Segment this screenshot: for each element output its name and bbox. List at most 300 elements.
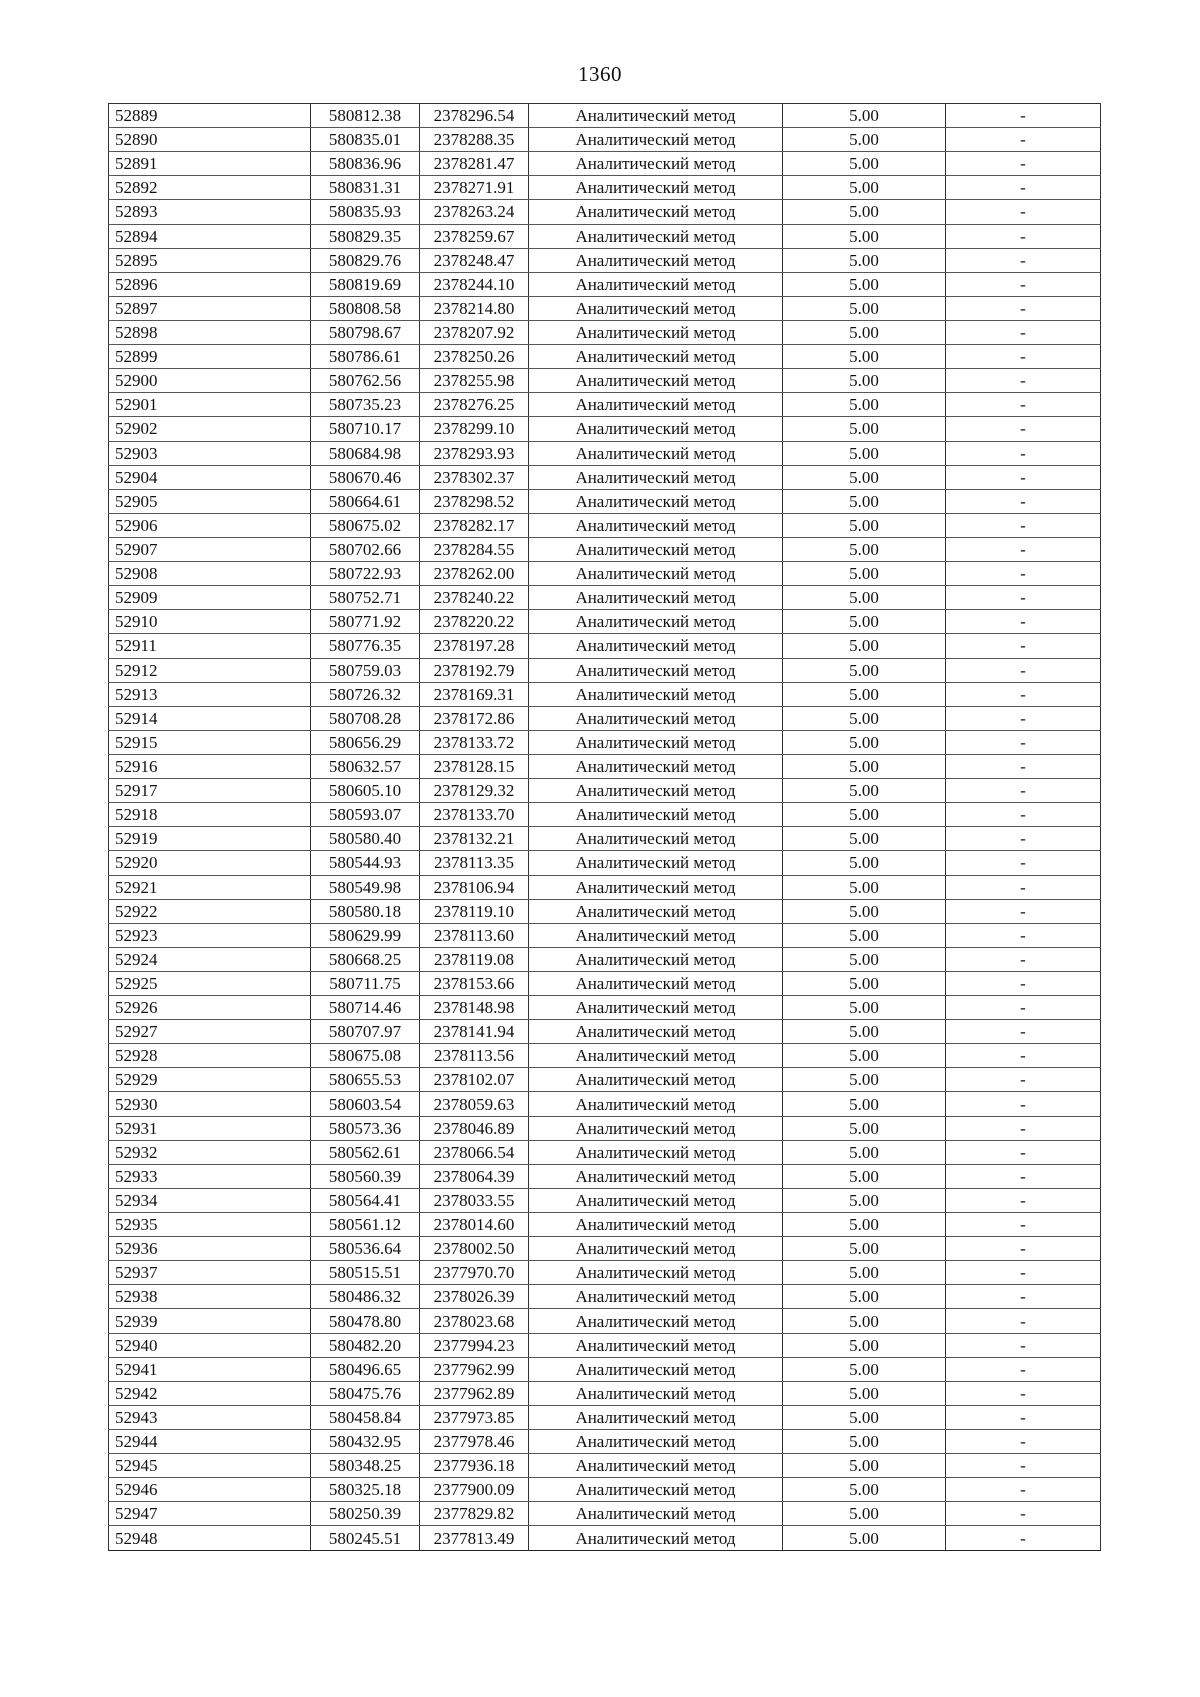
table-row xyxy=(109,706,1101,730)
table-row xyxy=(109,104,1101,128)
table-row xyxy=(109,489,1101,513)
method-cell: Аналитический метод xyxy=(529,248,783,272)
accuracy-cell: 5.00 xyxy=(783,1020,946,1044)
y-coordinate-cell: 2378276.25 xyxy=(420,393,529,417)
x-coordinate-cell: 580808.58 xyxy=(311,296,420,320)
x-coordinate-cell: 580836.96 xyxy=(311,152,420,176)
y-coordinate-cell: 2378298.52 xyxy=(420,489,529,513)
x-coordinate-cell: 580432.95 xyxy=(311,1430,420,1454)
method-cell: Аналитический метод xyxy=(529,393,783,417)
table-row xyxy=(109,128,1101,152)
y-coordinate-cell: 2378133.72 xyxy=(420,730,529,754)
y-coordinate-cell: 2378113.60 xyxy=(420,923,529,947)
point-number-cell: 52912 xyxy=(109,658,311,682)
table-row xyxy=(109,224,1101,248)
method-cell: Аналитический метод xyxy=(529,417,783,441)
point-number-cell: 52926 xyxy=(109,996,311,1020)
accuracy-cell: 5.00 xyxy=(783,1381,946,1405)
y-coordinate-cell: 2378064.39 xyxy=(420,1164,529,1188)
accuracy-cell: 5.00 xyxy=(783,248,946,272)
y-coordinate-cell: 2378119.08 xyxy=(420,947,529,971)
point-number-cell: 52929 xyxy=(109,1068,311,1092)
x-coordinate-cell: 580458.84 xyxy=(311,1405,420,1429)
x-coordinate-cell: 580655.53 xyxy=(311,1068,420,1092)
x-coordinate-cell: 580668.25 xyxy=(311,947,420,971)
y-coordinate-cell: 2378296.54 xyxy=(420,104,529,128)
point-number-cell: 52942 xyxy=(109,1381,311,1405)
point-number-cell: 52935 xyxy=(109,1213,311,1237)
x-coordinate-cell: 580325.18 xyxy=(311,1478,420,1502)
x-coordinate-cell: 580573.36 xyxy=(311,1116,420,1140)
y-coordinate-cell: 2377962.89 xyxy=(420,1381,529,1405)
x-coordinate-cell: 580656.29 xyxy=(311,730,420,754)
table-row xyxy=(109,465,1101,489)
y-coordinate-cell: 2378046.89 xyxy=(420,1116,529,1140)
y-coordinate-cell: 2377973.85 xyxy=(420,1405,529,1429)
point-number-cell: 52946 xyxy=(109,1478,311,1502)
method-cell: Аналитический метод xyxy=(529,1285,783,1309)
method-cell: Аналитический метод xyxy=(529,658,783,682)
table-row xyxy=(109,1068,1101,1092)
note-cell: - xyxy=(946,1502,1101,1526)
y-coordinate-cell: 2378192.79 xyxy=(420,658,529,682)
x-coordinate-cell: 580245.51 xyxy=(311,1526,420,1550)
point-number-cell: 52899 xyxy=(109,345,311,369)
accuracy-cell: 5.00 xyxy=(783,1237,946,1261)
note-cell: - xyxy=(946,272,1101,296)
method-cell: Аналитический метод xyxy=(529,176,783,200)
table-row xyxy=(109,1020,1101,1044)
method-cell: Аналитический метод xyxy=(529,1213,783,1237)
accuracy-cell: 5.00 xyxy=(783,1430,946,1454)
method-cell: Аналитический метод xyxy=(529,1478,783,1502)
note-cell: - xyxy=(946,682,1101,706)
table-row xyxy=(109,1164,1101,1188)
x-coordinate-cell: 580708.28 xyxy=(311,706,420,730)
table-row xyxy=(109,1430,1101,1454)
x-coordinate-cell: 580835.01 xyxy=(311,128,420,152)
table-row xyxy=(109,537,1101,561)
method-cell: Аналитический метод xyxy=(529,1188,783,1212)
point-number-cell: 52925 xyxy=(109,971,311,995)
point-number-cell: 52931 xyxy=(109,1116,311,1140)
x-coordinate-cell: 580549.98 xyxy=(311,875,420,899)
point-number-cell: 52896 xyxy=(109,272,311,296)
table-row xyxy=(109,1140,1101,1164)
y-coordinate-cell: 2378113.35 xyxy=(420,851,529,875)
accuracy-cell: 5.00 xyxy=(783,1044,946,1068)
accuracy-cell: 5.00 xyxy=(783,634,946,658)
accuracy-cell: 5.00 xyxy=(783,369,946,393)
table-row xyxy=(109,272,1101,296)
x-coordinate-cell: 580348.25 xyxy=(311,1454,420,1478)
table-row xyxy=(109,1261,1101,1285)
table-row xyxy=(109,682,1101,706)
x-coordinate-cell: 580684.98 xyxy=(311,441,420,465)
note-cell: - xyxy=(946,128,1101,152)
table-row xyxy=(109,971,1101,995)
x-coordinate-cell: 580564.41 xyxy=(311,1188,420,1212)
note-cell: - xyxy=(946,1333,1101,1357)
x-coordinate-cell: 580786.61 xyxy=(311,345,420,369)
x-coordinate-cell: 580710.17 xyxy=(311,417,420,441)
x-coordinate-cell: 580593.07 xyxy=(311,803,420,827)
point-number-cell: 52936 xyxy=(109,1237,311,1261)
point-number-cell: 52901 xyxy=(109,393,311,417)
method-cell: Аналитический метод xyxy=(529,730,783,754)
table-row xyxy=(109,1502,1101,1526)
y-coordinate-cell: 2378128.15 xyxy=(420,754,529,778)
x-coordinate-cell: 580714.46 xyxy=(311,996,420,1020)
point-number-cell: 52910 xyxy=(109,610,311,634)
x-coordinate-cell: 580560.39 xyxy=(311,1164,420,1188)
accuracy-cell: 5.00 xyxy=(783,537,946,561)
method-cell: Аналитический метод xyxy=(529,320,783,344)
table-row xyxy=(109,369,1101,393)
note-cell: - xyxy=(946,1526,1101,1550)
point-number-cell: 52891 xyxy=(109,152,311,176)
point-number-cell: 52903 xyxy=(109,441,311,465)
accuracy-cell: 5.00 xyxy=(783,899,946,923)
table-row xyxy=(109,586,1101,610)
accuracy-cell: 5.00 xyxy=(783,827,946,851)
x-coordinate-cell: 580735.23 xyxy=(311,393,420,417)
table-row xyxy=(109,393,1101,417)
point-number-cell: 52911 xyxy=(109,634,311,658)
point-number-cell: 52948 xyxy=(109,1526,311,1550)
coordinates-table xyxy=(108,103,1101,1551)
method-cell: Аналитический метод xyxy=(529,610,783,634)
note-cell: - xyxy=(946,827,1101,851)
note-cell: - xyxy=(946,513,1101,537)
note-cell: - xyxy=(946,1405,1101,1429)
table-row xyxy=(109,441,1101,465)
note-cell: - xyxy=(946,1357,1101,1381)
table-row xyxy=(109,1357,1101,1381)
table-row xyxy=(109,658,1101,682)
note-cell: - xyxy=(946,1188,1101,1212)
note-cell: - xyxy=(946,345,1101,369)
y-coordinate-cell: 2378119.10 xyxy=(420,899,529,923)
accuracy-cell: 5.00 xyxy=(783,1092,946,1116)
y-coordinate-cell: 2378248.47 xyxy=(420,248,529,272)
page-number: 1360 xyxy=(578,62,622,86)
y-coordinate-cell: 2378284.55 xyxy=(420,537,529,561)
y-coordinate-cell: 2378262.00 xyxy=(420,562,529,586)
y-coordinate-cell: 2378169.31 xyxy=(420,682,529,706)
accuracy-cell: 5.00 xyxy=(783,1478,946,1502)
note-cell: - xyxy=(946,176,1101,200)
table-row xyxy=(109,779,1101,803)
method-cell: Аналитический метод xyxy=(529,1333,783,1357)
x-coordinate-cell: 580603.54 xyxy=(311,1092,420,1116)
method-cell: Аналитический метод xyxy=(529,1237,783,1261)
accuracy-cell: 5.00 xyxy=(783,754,946,778)
accuracy-cell: 5.00 xyxy=(783,947,946,971)
table-row xyxy=(109,1116,1101,1140)
x-coordinate-cell: 580829.35 xyxy=(311,224,420,248)
point-number-cell: 52889 xyxy=(109,104,311,128)
y-coordinate-cell: 2378172.86 xyxy=(420,706,529,730)
x-coordinate-cell: 580819.69 xyxy=(311,272,420,296)
accuracy-cell: 5.00 xyxy=(783,393,946,417)
point-number-cell: 52917 xyxy=(109,779,311,803)
x-coordinate-cell: 580831.31 xyxy=(311,176,420,200)
method-cell: Аналитический метод xyxy=(529,1261,783,1285)
y-coordinate-cell: 2378220.22 xyxy=(420,610,529,634)
point-number-cell: 52907 xyxy=(109,537,311,561)
method-cell: Аналитический метод xyxy=(529,1020,783,1044)
method-cell: Аналитический метод xyxy=(529,1044,783,1068)
accuracy-cell: 5.00 xyxy=(783,272,946,296)
point-number-cell: 52895 xyxy=(109,248,311,272)
accuracy-cell: 5.00 xyxy=(783,320,946,344)
point-number-cell: 52908 xyxy=(109,562,311,586)
note-cell: - xyxy=(946,779,1101,803)
method-cell: Аналитический метод xyxy=(529,996,783,1020)
method-cell: Аналитический метод xyxy=(529,851,783,875)
point-number-cell: 52947 xyxy=(109,1502,311,1526)
table-row xyxy=(109,320,1101,344)
y-coordinate-cell: 2378271.91 xyxy=(420,176,529,200)
method-cell: Аналитический метод xyxy=(529,1140,783,1164)
y-coordinate-cell: 2378129.32 xyxy=(420,779,529,803)
accuracy-cell: 5.00 xyxy=(783,128,946,152)
note-cell: - xyxy=(946,1020,1101,1044)
point-number-cell: 52916 xyxy=(109,754,311,778)
y-coordinate-cell: 2378106.94 xyxy=(420,875,529,899)
x-coordinate-cell: 580812.38 xyxy=(311,104,420,128)
accuracy-cell: 5.00 xyxy=(783,562,946,586)
method-cell: Аналитический метод xyxy=(529,562,783,586)
point-number-cell: 52898 xyxy=(109,320,311,344)
accuracy-cell: 5.00 xyxy=(783,1213,946,1237)
x-coordinate-cell: 580759.03 xyxy=(311,658,420,682)
point-number-cell: 52915 xyxy=(109,730,311,754)
point-number-cell: 52945 xyxy=(109,1454,311,1478)
note-cell: - xyxy=(946,441,1101,465)
method-cell: Аналитический метод xyxy=(529,128,783,152)
table-row xyxy=(109,996,1101,1020)
x-coordinate-cell: 580478.80 xyxy=(311,1309,420,1333)
x-coordinate-cell: 580482.20 xyxy=(311,1333,420,1357)
accuracy-cell: 5.00 xyxy=(783,1333,946,1357)
point-number-cell: 52913 xyxy=(109,682,311,706)
note-cell: - xyxy=(946,803,1101,827)
accuracy-cell: 5.00 xyxy=(783,1357,946,1381)
table-row xyxy=(109,803,1101,827)
point-number-cell: 52924 xyxy=(109,947,311,971)
accuracy-cell: 5.00 xyxy=(783,971,946,995)
note-cell: - xyxy=(946,1068,1101,1092)
x-coordinate-cell: 580702.66 xyxy=(311,537,420,561)
point-number-cell: 52930 xyxy=(109,1092,311,1116)
note-cell: - xyxy=(946,634,1101,658)
point-number-cell: 52894 xyxy=(109,224,311,248)
table-row xyxy=(109,1478,1101,1502)
y-coordinate-cell: 2378207.92 xyxy=(420,320,529,344)
accuracy-cell: 5.00 xyxy=(783,1068,946,1092)
point-number-cell: 52941 xyxy=(109,1357,311,1381)
note-cell: - xyxy=(946,996,1101,1020)
accuracy-cell: 5.00 xyxy=(783,803,946,827)
y-coordinate-cell: 2378033.55 xyxy=(420,1188,529,1212)
accuracy-cell: 5.00 xyxy=(783,176,946,200)
point-number-cell: 52918 xyxy=(109,803,311,827)
y-coordinate-cell: 2378281.47 xyxy=(420,152,529,176)
x-coordinate-cell: 580664.61 xyxy=(311,489,420,513)
accuracy-cell: 5.00 xyxy=(783,1164,946,1188)
point-number-cell: 52902 xyxy=(109,417,311,441)
y-coordinate-cell: 2378148.98 xyxy=(420,996,529,1020)
y-coordinate-cell: 2378002.50 xyxy=(420,1237,529,1261)
x-coordinate-cell: 580605.10 xyxy=(311,779,420,803)
method-cell: Аналитический метод xyxy=(529,875,783,899)
accuracy-cell: 5.00 xyxy=(783,730,946,754)
note-cell: - xyxy=(946,224,1101,248)
note-cell: - xyxy=(946,610,1101,634)
y-coordinate-cell: 2378302.37 xyxy=(420,465,529,489)
accuracy-cell: 5.00 xyxy=(783,1261,946,1285)
table-row xyxy=(109,1188,1101,1212)
accuracy-cell: 5.00 xyxy=(783,706,946,730)
point-number-cell: 52932 xyxy=(109,1140,311,1164)
note-cell: - xyxy=(946,1285,1101,1309)
x-coordinate-cell: 580675.08 xyxy=(311,1044,420,1068)
y-coordinate-cell: 2378288.35 xyxy=(420,128,529,152)
y-coordinate-cell: 2378133.70 xyxy=(420,803,529,827)
y-coordinate-cell: 2378059.63 xyxy=(420,1092,529,1116)
table-row xyxy=(109,899,1101,923)
y-coordinate-cell: 2378214.80 xyxy=(420,296,529,320)
point-number-cell: 52904 xyxy=(109,465,311,489)
y-coordinate-cell: 2378023.68 xyxy=(420,1309,529,1333)
accuracy-cell: 5.00 xyxy=(783,923,946,947)
y-coordinate-cell: 2377829.82 xyxy=(420,1502,529,1526)
x-coordinate-cell: 580776.35 xyxy=(311,634,420,658)
point-number-cell: 52892 xyxy=(109,176,311,200)
y-coordinate-cell: 2378259.67 xyxy=(420,224,529,248)
note-cell: - xyxy=(946,1164,1101,1188)
note-cell: - xyxy=(946,586,1101,610)
note-cell: - xyxy=(946,899,1101,923)
y-coordinate-cell: 2377900.09 xyxy=(420,1478,529,1502)
table-row xyxy=(109,754,1101,778)
table-row xyxy=(109,513,1101,537)
method-cell: Аналитический метод xyxy=(529,369,783,393)
method-cell: Аналитический метод xyxy=(529,1381,783,1405)
accuracy-cell: 5.00 xyxy=(783,1454,946,1478)
note-cell: - xyxy=(946,658,1101,682)
method-cell: Аналитический метод xyxy=(529,586,783,610)
x-coordinate-cell: 580835.93 xyxy=(311,200,420,224)
x-coordinate-cell: 580711.75 xyxy=(311,971,420,995)
accuracy-cell: 5.00 xyxy=(783,1285,946,1309)
x-coordinate-cell: 580629.99 xyxy=(311,923,420,947)
accuracy-cell: 5.00 xyxy=(783,996,946,1020)
point-number-cell: 52944 xyxy=(109,1430,311,1454)
y-coordinate-cell: 2378113.56 xyxy=(420,1044,529,1068)
note-cell: - xyxy=(946,562,1101,586)
accuracy-cell: 5.00 xyxy=(783,851,946,875)
table-row xyxy=(109,1381,1101,1405)
accuracy-cell: 5.00 xyxy=(783,1526,946,1550)
accuracy-cell: 5.00 xyxy=(783,1405,946,1429)
table-row xyxy=(109,248,1101,272)
note-cell: - xyxy=(946,947,1101,971)
note-cell: - xyxy=(946,1116,1101,1140)
table-row xyxy=(109,730,1101,754)
y-coordinate-cell: 2377813.49 xyxy=(420,1526,529,1550)
x-coordinate-cell: 580722.93 xyxy=(311,562,420,586)
note-cell: - xyxy=(946,465,1101,489)
y-coordinate-cell: 2378026.39 xyxy=(420,1285,529,1309)
accuracy-cell: 5.00 xyxy=(783,489,946,513)
note-cell: - xyxy=(946,875,1101,899)
x-coordinate-cell: 580707.97 xyxy=(311,1020,420,1044)
method-cell: Аналитический метод xyxy=(529,827,783,851)
point-number-cell: 52938 xyxy=(109,1285,311,1309)
table-row xyxy=(109,1526,1101,1550)
method-cell: Аналитический метод xyxy=(529,706,783,730)
accuracy-cell: 5.00 xyxy=(783,610,946,634)
table-row xyxy=(109,1285,1101,1309)
method-cell: Аналитический метод xyxy=(529,1405,783,1429)
table-row xyxy=(109,152,1101,176)
method-cell: Аналитический метод xyxy=(529,754,783,778)
accuracy-cell: 5.00 xyxy=(783,1140,946,1164)
table-row xyxy=(109,345,1101,369)
note-cell: - xyxy=(946,923,1101,947)
method-cell: Аналитический метод xyxy=(529,1116,783,1140)
x-coordinate-cell: 580536.64 xyxy=(311,1237,420,1261)
point-number-cell: 52897 xyxy=(109,296,311,320)
note-cell: - xyxy=(946,1381,1101,1405)
note-cell: - xyxy=(946,1092,1101,1116)
note-cell: - xyxy=(946,1140,1101,1164)
method-cell: Аналитический метод xyxy=(529,923,783,947)
y-coordinate-cell: 2378141.94 xyxy=(420,1020,529,1044)
x-coordinate-cell: 580562.61 xyxy=(311,1140,420,1164)
y-coordinate-cell: 2378299.10 xyxy=(420,417,529,441)
accuracy-cell: 5.00 xyxy=(783,586,946,610)
method-cell: Аналитический метод xyxy=(529,1526,783,1550)
y-coordinate-cell: 2377936.18 xyxy=(420,1454,529,1478)
table-row xyxy=(109,296,1101,320)
accuracy-cell: 5.00 xyxy=(783,513,946,537)
note-cell: - xyxy=(946,489,1101,513)
accuracy-cell: 5.00 xyxy=(783,1502,946,1526)
accuracy-cell: 5.00 xyxy=(783,200,946,224)
point-number-cell: 52922 xyxy=(109,899,311,923)
method-cell: Аналитический метод xyxy=(529,104,783,128)
note-cell: - xyxy=(946,248,1101,272)
accuracy-cell: 5.00 xyxy=(783,1309,946,1333)
x-coordinate-cell: 580486.32 xyxy=(311,1285,420,1309)
x-coordinate-cell: 580515.51 xyxy=(311,1261,420,1285)
y-coordinate-cell: 2378197.28 xyxy=(420,634,529,658)
table-row xyxy=(109,851,1101,875)
note-cell: - xyxy=(946,1213,1101,1237)
point-number-cell: 52890 xyxy=(109,128,311,152)
table-row xyxy=(109,875,1101,899)
y-coordinate-cell: 2378153.66 xyxy=(420,971,529,995)
table-row xyxy=(109,176,1101,200)
method-cell: Аналитический метод xyxy=(529,899,783,923)
table-row xyxy=(109,1237,1101,1261)
method-cell: Аналитический метод xyxy=(529,152,783,176)
method-cell: Аналитический метод xyxy=(529,1068,783,1092)
